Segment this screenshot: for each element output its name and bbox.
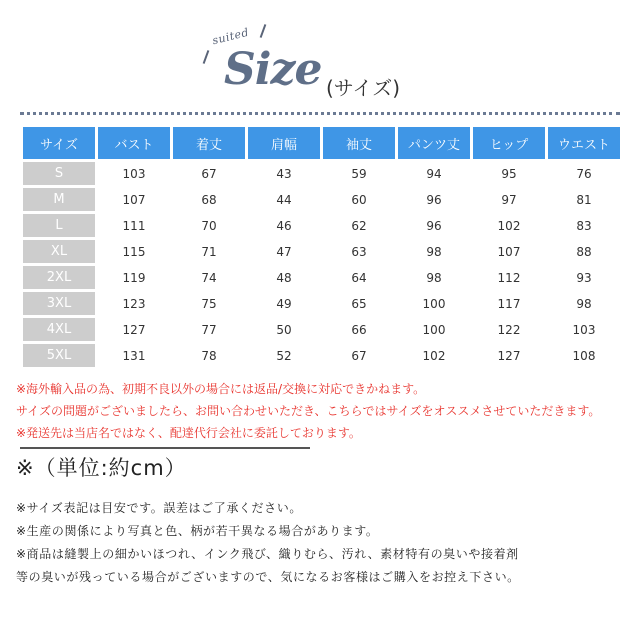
cell-sleeve: 66 — [351, 322, 367, 337]
size-label: L — [23, 214, 95, 237]
cell-sleeve: 64 — [351, 270, 367, 285]
cell-bust: 131 — [122, 348, 146, 363]
cell-length: 74 — [201, 270, 217, 285]
suited-deco-line — [260, 24, 267, 38]
cell-bust: 107 — [122, 192, 146, 207]
cell-sleeve: 67 — [351, 348, 367, 363]
disclaimer-line: 等の臭いが残っている場合がございますので、気になるお客様はご購入をお控え下さい。 — [16, 570, 520, 584]
cell-shoulder: 52 — [276, 348, 292, 363]
header-waist: ウエスト — [548, 127, 620, 159]
cell-waist: 103 — [572, 322, 596, 337]
disclaimer-line: ※商品は縫製上の細かいほつれ、インク飛び、織りむら、汚れ、素材特有の臭いや接着剤 — [16, 547, 519, 561]
disclaimer-block — [16, 497, 626, 589]
size-label: 2XL — [23, 266, 95, 289]
cell-shoulder: 47 — [276, 244, 292, 259]
cell-shoulder: 43 — [276, 166, 292, 181]
size-label: 4XL — [23, 318, 95, 341]
size-label: 3XL — [23, 292, 95, 315]
cell-sleeve: 60 — [351, 192, 367, 207]
cell-hip: 97 — [501, 192, 517, 207]
cell-pants-length: 102 — [422, 348, 446, 363]
cell-pants-length: 100 — [422, 296, 446, 311]
header-sleeve: 袖丈 — [323, 127, 395, 159]
cell-shoulder: 44 — [276, 192, 292, 207]
size-label: XL — [23, 240, 95, 263]
size-subtitle: (サイズ) — [326, 76, 401, 100]
cell-waist: 81 — [576, 192, 592, 207]
red-notice-block — [16, 378, 626, 444]
cell-waist: 83 — [576, 218, 592, 233]
table-header-row — [23, 127, 620, 159]
cell-pants-length: 100 — [422, 322, 446, 337]
cell-length: 67 — [201, 166, 217, 181]
table-row — [23, 292, 620, 315]
cell-length: 78 — [201, 348, 217, 363]
suited-deco-line — [203, 50, 210, 64]
size-label: S — [23, 162, 95, 185]
cell-waist: 88 — [576, 244, 592, 259]
cell-length: 77 — [201, 322, 217, 337]
cell-hip: 107 — [497, 244, 521, 259]
cell-length: 70 — [201, 218, 217, 233]
table-row — [23, 188, 620, 211]
cell-hip: 117 — [497, 296, 521, 311]
header-length: 着丈 — [173, 127, 245, 159]
table-row — [23, 344, 620, 367]
cell-pants-length: 94 — [426, 166, 442, 181]
dotted-divider — [20, 112, 620, 115]
cell-waist: 76 — [576, 166, 592, 181]
table-row — [23, 240, 620, 263]
cell-waist: 98 — [576, 296, 592, 311]
table-row — [23, 214, 620, 237]
header-bust: バスト — [98, 127, 170, 159]
cell-hip: 102 — [497, 218, 521, 233]
cell-sleeve: 59 — [351, 166, 367, 181]
suited-label: suited — [210, 25, 251, 48]
cell-shoulder: 50 — [276, 322, 292, 337]
table-row — [23, 266, 620, 289]
unit-divider — [20, 447, 310, 449]
cell-hip: 95 — [501, 166, 517, 181]
cell-hip: 112 — [497, 270, 521, 285]
cell-length: 68 — [201, 192, 217, 207]
cell-length: 71 — [201, 244, 217, 259]
disclaimer-line: ※サイズ表記は目安です。誤差はご了承ください。 — [16, 501, 302, 515]
cell-pants-length: 98 — [426, 270, 442, 285]
size-label: M — [23, 188, 95, 211]
cell-length: 75 — [201, 296, 217, 311]
cell-shoulder: 46 — [276, 218, 292, 233]
cell-waist: 93 — [576, 270, 592, 285]
cell-sleeve: 62 — [351, 218, 367, 233]
shipping-note: ※発送先は当店名ではなく、配達代行会社に委託しております。 — [16, 426, 361, 440]
cell-bust: 111 — [122, 218, 146, 233]
size-header — [0, 0, 640, 112]
cell-pants-length: 98 — [426, 244, 442, 259]
cell-hip: 122 — [497, 322, 521, 337]
header-size: サイズ — [23, 127, 95, 159]
cell-pants-length: 96 — [426, 218, 442, 233]
unit-label: ※（単位:約cm） — [16, 456, 187, 480]
size-chart-table — [20, 124, 623, 370]
cell-bust: 123 — [122, 296, 146, 311]
header-hip: ヒップ — [473, 127, 545, 159]
return-policy-note: ※海外輸入品の為、初期不良以外の場合には返品/交換に対応できかねます。 — [16, 382, 426, 396]
cell-sleeve: 65 — [351, 296, 367, 311]
cell-pants-length: 96 — [426, 192, 442, 207]
cell-bust: 115 — [122, 244, 146, 259]
cell-bust: 127 — [122, 322, 146, 337]
table-row — [23, 318, 620, 341]
table-row — [23, 162, 620, 185]
cell-shoulder: 48 — [276, 270, 292, 285]
size-label: 5XL — [23, 344, 95, 367]
cell-bust: 119 — [122, 270, 146, 285]
cell-shoulder: 49 — [276, 296, 292, 311]
cell-sleeve: 63 — [351, 244, 367, 259]
header-shoulder: 肩幅 — [248, 127, 320, 159]
disclaimer-line: ※生産の関係により写真と色、柄が若干異なる場合があります。 — [16, 524, 379, 538]
cell-hip: 127 — [497, 348, 521, 363]
cell-bust: 103 — [122, 166, 146, 181]
header-pants-length: パンツ丈 — [398, 127, 470, 159]
size-title: Size — [224, 44, 322, 95]
size-inquiry-note: サイズの問題がございましたら、お問い合わせいただき、こちらではサイズをオススメさせていただきます。 — [16, 404, 601, 418]
cell-waist: 108 — [572, 348, 596, 363]
